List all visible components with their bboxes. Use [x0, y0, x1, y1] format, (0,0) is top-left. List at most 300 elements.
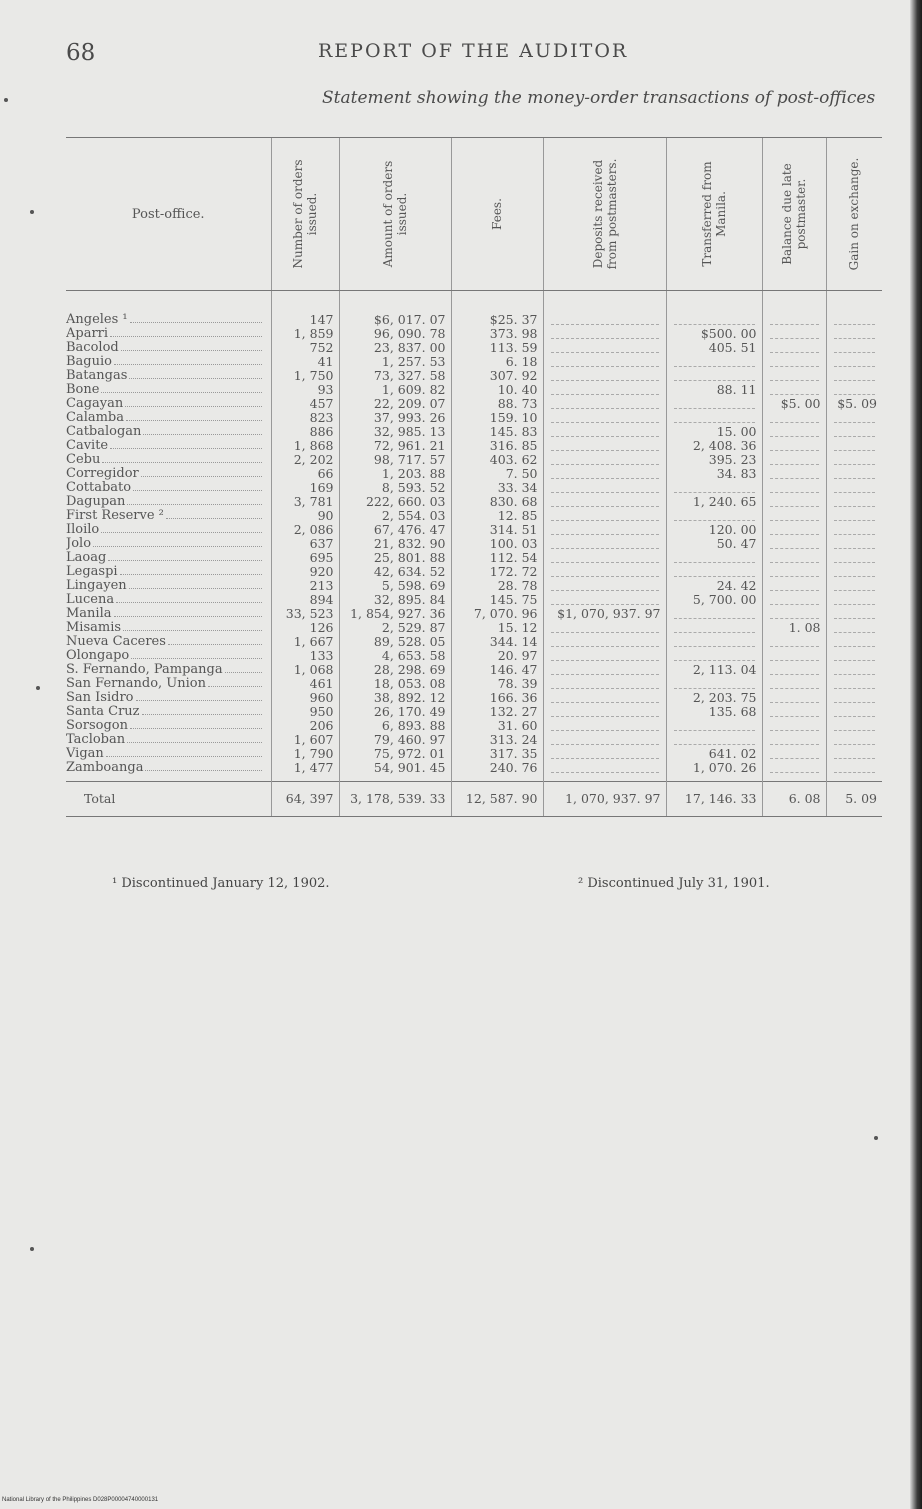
cell-transferred [666, 291, 762, 328]
page-edge-shadow [910, 0, 922, 1509]
scan-speck [30, 1247, 34, 1251]
cell-fees: 6. 18 [451, 355, 543, 369]
cell-balance-due [762, 467, 826, 481]
cell-gain-on-exchange [826, 761, 882, 782]
cell-post-office: Santa Cruz [66, 705, 271, 719]
cell-post-office: Lucena [66, 593, 271, 607]
cell-balance-due [762, 453, 826, 467]
cell-gain-on-exchange [826, 593, 882, 607]
cell-amount: 1, 609. 82 [339, 383, 451, 397]
cell-gain-on-exchange [826, 719, 882, 733]
table-row [66, 677, 882, 691]
cell-number-of-orders: 1, 477 [271, 761, 339, 782]
table-row [66, 355, 882, 369]
cell-deposits [543, 467, 666, 481]
cell-gain-on-exchange [826, 691, 882, 705]
cell-transferred: 1, 240. 65 [666, 495, 762, 509]
cell-balance-due [762, 537, 826, 551]
cell-gain-on-exchange [826, 425, 882, 439]
cell-deposits [543, 621, 666, 635]
cell-number-of-orders: 2, 086 [271, 523, 339, 537]
cell-fees: 100. 03 [451, 537, 543, 551]
library-watermark: National Library of the Philippines D028P00004740000131 [2, 1497, 159, 1503]
table-row [66, 453, 882, 467]
total-amount: 3, 178, 539. 33 [339, 782, 451, 817]
cell-fees: 28. 78 [451, 579, 543, 593]
cell-gain-on-exchange [826, 509, 882, 523]
cell-gain-on-exchange [826, 537, 882, 551]
cell-amount: 22, 209. 07 [339, 397, 451, 411]
cell-gain-on-exchange [826, 341, 882, 355]
cell-gain-on-exchange [826, 383, 882, 397]
cell-transferred [666, 369, 762, 383]
cell-post-office: Olongapo [66, 649, 271, 663]
cell-transferred: 34. 83 [666, 467, 762, 481]
scan-speck [4, 98, 8, 102]
table-row [66, 369, 882, 383]
cell-number-of-orders: 920 [271, 565, 339, 579]
cell-amount: 75, 972. 01 [339, 747, 451, 761]
cell-transferred: 5, 700. 00 [666, 593, 762, 607]
total-transferred: 17, 146. 33 [666, 782, 762, 817]
cell-post-office: Baguio [66, 355, 271, 369]
cell-gain-on-exchange [826, 635, 882, 649]
cell-fees: 33. 34 [451, 481, 543, 495]
header-row [66, 138, 882, 291]
cell-amount: 8, 593. 52 [339, 481, 451, 495]
cell-number-of-orders: 1, 859 [271, 327, 339, 341]
cell-post-office: Bacolod [66, 341, 271, 355]
table-row [66, 327, 882, 341]
cell-gain-on-exchange [826, 453, 882, 467]
cell-balance-due [762, 649, 826, 663]
cell-amount: 89, 528. 05 [339, 635, 451, 649]
cell-gain-on-exchange [826, 467, 882, 481]
scan-speck [36, 686, 40, 690]
cell-post-office: Nueva Caceres [66, 635, 271, 649]
table-row [66, 411, 882, 425]
cell-balance-due [762, 635, 826, 649]
cell-number-of-orders: 1, 667 [271, 635, 339, 649]
cell-transferred: 88. 11 [666, 383, 762, 397]
cell-post-office: Corregidor [66, 467, 271, 481]
cell-transferred: 405. 51 [666, 341, 762, 355]
cell-gain-on-exchange [826, 523, 882, 537]
cell-deposits [543, 705, 666, 719]
cell-number-of-orders: 950 [271, 705, 339, 719]
cell-gain-on-exchange [826, 677, 882, 691]
cell-deposits [543, 761, 666, 782]
cell-number-of-orders: 823 [271, 411, 339, 425]
cell-deposits [543, 397, 666, 411]
money-order-table-container [66, 137, 882, 817]
cell-gain-on-exchange: $5. 09 [826, 397, 882, 411]
cell-fees: 10. 40 [451, 383, 543, 397]
cell-post-office: Angeles ¹ [66, 291, 271, 328]
cell-transferred: 641. 02 [666, 747, 762, 761]
total-deposits: 1, 070, 937. 97 [543, 782, 666, 817]
cell-gain-on-exchange [826, 369, 882, 383]
cell-transferred [666, 397, 762, 411]
cell-deposits [543, 551, 666, 565]
cell-transferred: 50. 47 [666, 537, 762, 551]
cell-gain-on-exchange [826, 607, 882, 621]
cell-deposits [543, 635, 666, 649]
cell-amount: 42, 634. 52 [339, 565, 451, 579]
cell-fees: 159. 10 [451, 411, 543, 425]
page-number: 68 [66, 40, 96, 66]
cell-number-of-orders: 66 [271, 467, 339, 481]
cell-transferred: 2, 408. 36 [666, 439, 762, 453]
cell-balance-due [762, 761, 826, 782]
cell-transferred [666, 509, 762, 523]
table-caption: Statement showing the money-order transactions of post-offices [322, 88, 876, 108]
cell-fees: 240. 76 [451, 761, 543, 782]
total-gain: 5. 09 [826, 782, 882, 817]
cell-balance-due [762, 509, 826, 523]
cell-fees: 316. 85 [451, 439, 543, 453]
cell-transferred [666, 481, 762, 495]
cell-amount: 18, 053. 08 [339, 677, 451, 691]
cell-amount: 73, 327. 58 [339, 369, 451, 383]
cell-gain-on-exchange [826, 551, 882, 565]
cell-balance-due [762, 523, 826, 537]
table-row [66, 565, 882, 579]
cell-transferred: 135. 68 [666, 705, 762, 719]
total-label: Total [66, 782, 271, 817]
table-row [66, 383, 882, 397]
cell-fees: 7. 50 [451, 467, 543, 481]
cell-number-of-orders: 169 [271, 481, 339, 495]
cell-gain-on-exchange [826, 705, 882, 719]
cell-deposits [543, 453, 666, 467]
cell-amount: 96, 090. 78 [339, 327, 451, 341]
cell-deposits [543, 663, 666, 677]
cell-amount: 1, 203. 88 [339, 467, 451, 481]
cell-post-office: Catbalogan [66, 425, 271, 439]
cell-gain-on-exchange [826, 355, 882, 369]
cell-amount: 37, 993. 26 [339, 411, 451, 425]
cell-balance-due [762, 663, 826, 677]
cell-transferred [666, 719, 762, 733]
cell-balance-due [762, 733, 826, 747]
cell-deposits [543, 291, 666, 328]
cell-fees: 307. 92 [451, 369, 543, 383]
cell-amount: 21, 832. 90 [339, 537, 451, 551]
cell-amount: 25, 801. 88 [339, 551, 451, 565]
table-row [66, 663, 882, 677]
cell-amount: 67, 476. 47 [339, 523, 451, 537]
cell-transferred [666, 733, 762, 747]
cell-deposits [543, 677, 666, 691]
cell-balance-due [762, 383, 826, 397]
cell-number-of-orders: 2, 202 [271, 453, 339, 467]
table-row [66, 705, 882, 719]
total-balance-due: 6. 08 [762, 782, 826, 817]
cell-post-office: Sorsogon [66, 719, 271, 733]
cell-deposits [543, 593, 666, 607]
cell-number-of-orders: 126 [271, 621, 339, 635]
cell-balance-due [762, 327, 826, 341]
column-header-post-office: Post-office. [66, 138, 271, 291]
cell-fees: 88. 73 [451, 397, 543, 411]
cell-balance-due: $5. 00 [762, 397, 826, 411]
cell-amount: 32, 985. 13 [339, 425, 451, 439]
table-row [66, 635, 882, 649]
total-fees: 12, 587. 90 [451, 782, 543, 817]
cell-transferred [666, 551, 762, 565]
cell-number-of-orders: 1, 750 [271, 369, 339, 383]
cell-fees: 20. 97 [451, 649, 543, 663]
cell-gain-on-exchange [826, 663, 882, 677]
cell-post-office: Jolo [66, 537, 271, 551]
cell-transferred: 2, 203. 75 [666, 691, 762, 705]
cell-deposits [543, 411, 666, 425]
table-row [66, 509, 882, 523]
cell-transferred: 24. 42 [666, 579, 762, 593]
cell-number-of-orders: 1, 868 [271, 439, 339, 453]
cell-deposits [543, 327, 666, 341]
cell-balance-due [762, 425, 826, 439]
cell-post-office: Batangas [66, 369, 271, 383]
cell-balance-due [762, 705, 826, 719]
cell-transferred [666, 607, 762, 621]
cell-deposits [543, 691, 666, 705]
cell-transferred: 2, 113. 04 [666, 663, 762, 677]
cell-number-of-orders: 213 [271, 579, 339, 593]
cell-transferred: 15. 00 [666, 425, 762, 439]
cell-number-of-orders: 206 [271, 719, 339, 733]
cell-post-office: Manila [66, 607, 271, 621]
cell-transferred [666, 355, 762, 369]
cell-deposits [543, 579, 666, 593]
cell-transferred: 120. 00 [666, 523, 762, 537]
cell-balance-due [762, 579, 826, 593]
cell-balance-due [762, 341, 826, 355]
cell-amount: 1, 257. 53 [339, 355, 451, 369]
cell-deposits [543, 509, 666, 523]
cell-number-of-orders: 33, 523 [271, 607, 339, 621]
cell-number-of-orders: 90 [271, 509, 339, 523]
cell-number-of-orders: 93 [271, 383, 339, 397]
cell-post-office: Cagayan [66, 397, 271, 411]
table-row [66, 719, 882, 733]
cell-balance-due [762, 747, 826, 761]
cell-number-of-orders: 133 [271, 649, 339, 663]
cell-number-of-orders: 637 [271, 537, 339, 551]
cell-gain-on-exchange [826, 411, 882, 425]
cell-post-office: S. Fernando, Pampanga [66, 663, 271, 677]
report-title: REPORT OF THE AUDITOR [318, 40, 629, 62]
total-number-of-orders: 64, 397 [271, 782, 339, 817]
column-header-amount-of-orders: Amount of orders issued. [339, 138, 451, 291]
footnote-1: ¹ Discontinued January 12, 1902. [112, 876, 330, 891]
table-row [66, 607, 882, 621]
cell-gain-on-exchange [826, 733, 882, 747]
cell-transferred [666, 649, 762, 663]
cell-post-office: Tacloban [66, 733, 271, 747]
cell-post-office: Legaspi [66, 565, 271, 579]
cell-deposits [543, 565, 666, 579]
cell-deposits [543, 341, 666, 355]
cell-fees: 145. 83 [451, 425, 543, 439]
cell-amount: 79, 460. 97 [339, 733, 451, 747]
cell-number-of-orders: 41 [271, 355, 339, 369]
cell-deposits [543, 369, 666, 383]
cell-number-of-orders: 1, 068 [271, 663, 339, 677]
table-row [66, 733, 882, 747]
cell-number-of-orders: 147 [271, 291, 339, 328]
table-row [66, 467, 882, 481]
cell-post-office: Vigan [66, 747, 271, 761]
scan-speck [874, 1136, 878, 1140]
cell-fees: 166. 36 [451, 691, 543, 705]
table-row [66, 621, 882, 635]
cell-amount: 2, 529. 87 [339, 621, 451, 635]
cell-post-office: Zamboanga [66, 761, 271, 782]
column-header-balance-due: Balance due late postmaster. [762, 138, 826, 291]
cell-fees: 403. 62 [451, 453, 543, 467]
table-row [66, 579, 882, 593]
footnote-2: ² Discontinued July 31, 1901. [578, 876, 770, 891]
cell-gain-on-exchange [826, 565, 882, 579]
cell-transferred [666, 411, 762, 425]
cell-amount: 98, 717. 57 [339, 453, 451, 467]
cell-fees: 31. 60 [451, 719, 543, 733]
cell-deposits [543, 733, 666, 747]
table-row [66, 537, 882, 551]
cell-fees: 145. 75 [451, 593, 543, 607]
cell-amount: 5, 598. 69 [339, 579, 451, 593]
cell-balance-due [762, 439, 826, 453]
column-header-deposits: Deposits received from postmasters. [543, 138, 666, 291]
cell-balance-due [762, 481, 826, 495]
cell-amount: 26, 170. 49 [339, 705, 451, 719]
cell-number-of-orders: 695 [271, 551, 339, 565]
cell-transferred: 395. 23 [666, 453, 762, 467]
cell-fees: 146. 47 [451, 663, 543, 677]
total-row [66, 782, 882, 817]
cell-balance-due [762, 369, 826, 383]
cell-deposits [543, 355, 666, 369]
table-row [66, 593, 882, 607]
table-row [66, 481, 882, 495]
cell-deposits [543, 495, 666, 509]
cell-fees: 15. 12 [451, 621, 543, 635]
cell-post-office: First Reserve ² [66, 509, 271, 523]
cell-deposits [543, 747, 666, 761]
cell-post-office: Laoag [66, 551, 271, 565]
cell-post-office: Misamis [66, 621, 271, 635]
cell-post-office: Aparri [66, 327, 271, 341]
cell-deposits: $1, 070, 937. 97 [543, 607, 666, 621]
cell-deposits [543, 425, 666, 439]
table-row [66, 291, 882, 328]
cell-post-office: Calamba [66, 411, 271, 425]
table-row [66, 649, 882, 663]
cell-transferred: 1, 070. 26 [666, 761, 762, 782]
cell-post-office: Cottabato [66, 481, 271, 495]
cell-gain-on-exchange [826, 495, 882, 509]
cell-fees: $25. 37 [451, 291, 543, 328]
cell-transferred [666, 565, 762, 579]
cell-fees: 132. 27 [451, 705, 543, 719]
cell-number-of-orders: 960 [271, 691, 339, 705]
column-header-fees: Fees. [451, 138, 543, 291]
cell-number-of-orders: 894 [271, 593, 339, 607]
cell-amount: 72, 961. 21 [339, 439, 451, 453]
cell-fees: 317. 35 [451, 747, 543, 761]
cell-amount: 23, 837. 00 [339, 341, 451, 355]
cell-post-office: Dagupan [66, 495, 271, 509]
table-row [66, 691, 882, 705]
cell-fees: 344. 14 [451, 635, 543, 649]
cell-fees: 78. 39 [451, 677, 543, 691]
table-row [66, 495, 882, 509]
cell-deposits [543, 649, 666, 663]
scan-speck [30, 210, 34, 214]
cell-fees: 373. 98 [451, 327, 543, 341]
cell-gain-on-exchange [826, 747, 882, 761]
cell-number-of-orders: 1, 607 [271, 733, 339, 747]
cell-transferred [666, 677, 762, 691]
cell-deposits [543, 719, 666, 733]
cell-number-of-orders: 1, 790 [271, 747, 339, 761]
cell-amount: 54, 901. 45 [339, 761, 451, 782]
cell-balance-due [762, 355, 826, 369]
cell-balance-due [762, 565, 826, 579]
cell-balance-due [762, 291, 826, 328]
cell-post-office: Lingayen [66, 579, 271, 593]
table-row [66, 761, 882, 782]
cell-balance-due: 1. 08 [762, 621, 826, 635]
cell-gain-on-exchange [826, 291, 882, 328]
cell-gain-on-exchange [826, 327, 882, 341]
cell-amount: 222, 660. 03 [339, 495, 451, 509]
table-row [66, 425, 882, 439]
column-header-transferred: Transferred from Manila. [666, 138, 762, 291]
cell-gain-on-exchange [826, 579, 882, 593]
table-row [66, 439, 882, 453]
table-row [66, 747, 882, 761]
cell-number-of-orders: 752 [271, 341, 339, 355]
table-row [66, 523, 882, 537]
cell-balance-due [762, 411, 826, 425]
cell-number-of-orders: 886 [271, 425, 339, 439]
cell-amount: 4, 653. 58 [339, 649, 451, 663]
cell-fees: 314. 51 [451, 523, 543, 537]
cell-amount: 6, 893. 88 [339, 719, 451, 733]
cell-balance-due [762, 691, 826, 705]
cell-balance-due [762, 551, 826, 565]
cell-amount: $6, 017. 07 [339, 291, 451, 328]
cell-balance-due [762, 719, 826, 733]
cell-amount: 38, 892. 12 [339, 691, 451, 705]
cell-fees: 112. 54 [451, 551, 543, 565]
cell-transferred: $500. 00 [666, 327, 762, 341]
cell-number-of-orders: 457 [271, 397, 339, 411]
money-order-table [66, 137, 882, 817]
cell-post-office: Iloilo [66, 523, 271, 537]
cell-deposits [543, 383, 666, 397]
cell-gain-on-exchange [826, 481, 882, 495]
cell-amount: 28, 298. 69 [339, 663, 451, 677]
cell-deposits [543, 439, 666, 453]
cell-fees: 313. 24 [451, 733, 543, 747]
cell-transferred [666, 635, 762, 649]
cell-post-office: San Fernando, Union [66, 677, 271, 691]
cell-amount: 2, 554. 03 [339, 509, 451, 523]
